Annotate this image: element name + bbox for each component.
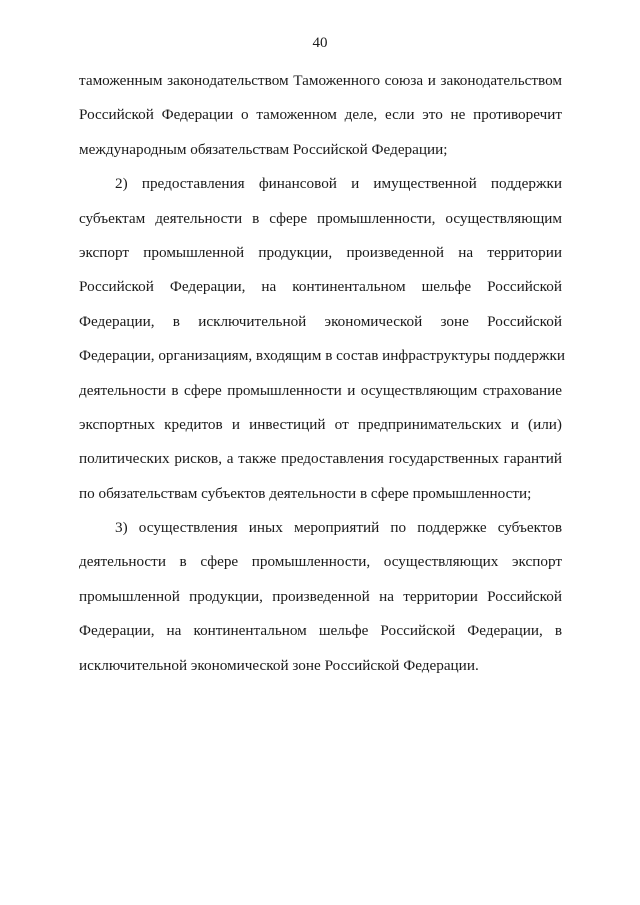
text-line: 3) осуществления иных мероприятий по поддержке субъектов [115, 519, 562, 537]
page-number: 40 [312, 35, 328, 51]
text-line: политических рисков, а также предоставления государственных гарантий [79, 450, 562, 468]
text-line: 2) предоставления финансовой и имущественной поддержки [115, 175, 562, 193]
text-line: экспортных кредитов и инвестиций от предпринимательских и (или) [79, 415, 562, 433]
text-line: таможенным законодательством Таможенного союза и законодательством [79, 72, 562, 89]
text-line: исключительной экономической зоне Российской Федерации. [79, 656, 479, 674]
body-text [79, 64, 566, 683]
paragraph-item-3 [79, 511, 562, 683]
text-line: промышленной продукции, произведенной на территории Российской [79, 587, 562, 605]
text-line: субъектам деятельности в сфере промышленности, осуществляющим [79, 209, 562, 227]
text-line: Российской Федерации о таможенном деле, если это не противоречит [79, 106, 562, 124]
text-line: экспорт промышленной продукции, произведенной на территории [79, 243, 562, 261]
paragraph-item-2 [79, 167, 566, 511]
text-line: деятельности в сфере промышленности и осуществляющим страхование [79, 381, 562, 399]
text-line: Федерации, в исключительной экономической зоне Российской [79, 312, 562, 330]
text-line: по обязательствам субъектов деятельности в сфере промышленности; [79, 484, 532, 502]
text-line: Российской Федерации, на континентальном шельфе Российской [79, 278, 562, 296]
text-line: Федерации, организациям, входящим в состав инфраструктуры поддержки [79, 347, 566, 365]
text-line: международным обязательствам Российской Федерации; [79, 140, 448, 158]
paragraph-continuation [79, 64, 562, 167]
text-line: деятельности в сфере промышленности, осуществляющих экспорт [79, 553, 562, 571]
text-line: Федерации, на континентальном шельфе Российской Федерации, в [79, 622, 562, 640]
